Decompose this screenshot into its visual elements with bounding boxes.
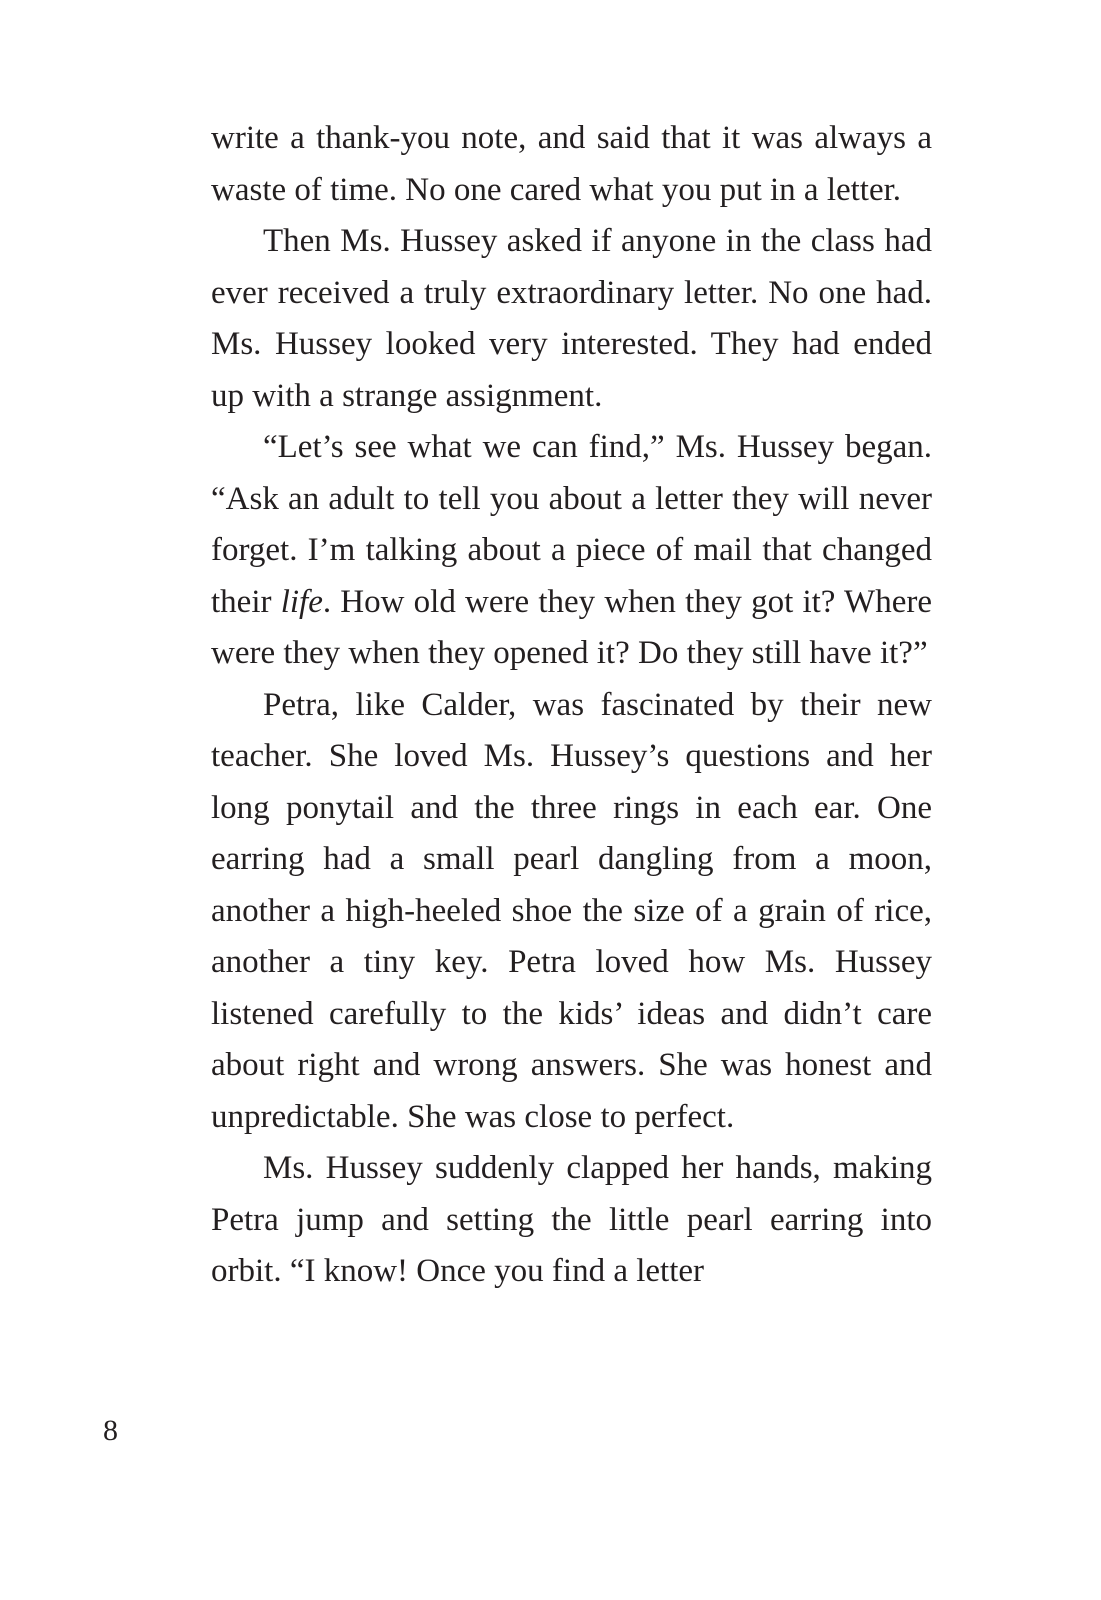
paragraph-text: “Let’s see what we can find,” Ms. Hussey began. “Ask an adult to tell you about a letter they will never forget. I’m talking about a piece of mail that changed their xyxy=(211,429,932,620)
paragraph-text: Then Ms. Hussey asked if anyone in the class had ever received a truly extraordinary letter. No one had. Ms. Hussey looked very interested. They had ended up with a strange assignment. xyxy=(211,223,932,414)
italic-word: life xyxy=(280,583,323,620)
body-text xyxy=(211,113,932,1298)
page-number: 8 xyxy=(103,1414,118,1447)
paragraph xyxy=(211,216,932,422)
paragraph-text: . How old were they when they got it? Where were they when they opened it? Do they still have it?” xyxy=(211,583,932,671)
paragraph-text: Petra, like Calder, was fascinated by their new teacher. She loved Ms. Hussey’s questions and her long ponytail and the three rings in each ear. One earring had a small pearl dangling from a moon, another a high-heeled shoe the size of a grain of rice, another a tiny key. Petra loved how Ms. Hussey listened carefully to the kids’ ideas and didn’t care about right and wrong answers. She was honest and unpredictable. She was close to perfect. xyxy=(211,686,932,1135)
paragraph xyxy=(211,422,932,680)
paragraph-text: write a thank-you note, and said that it was always a waste of time. No one cared what you put in a letter. xyxy=(211,120,932,208)
paragraph xyxy=(211,113,932,216)
paragraph xyxy=(211,1143,932,1298)
paragraph xyxy=(211,680,932,1144)
paragraph-text: Ms. Hussey suddenly clapped her hands, making Petra jump and setting the little pearl earring into orbit. “I know! Once you find a letter xyxy=(211,1150,932,1289)
